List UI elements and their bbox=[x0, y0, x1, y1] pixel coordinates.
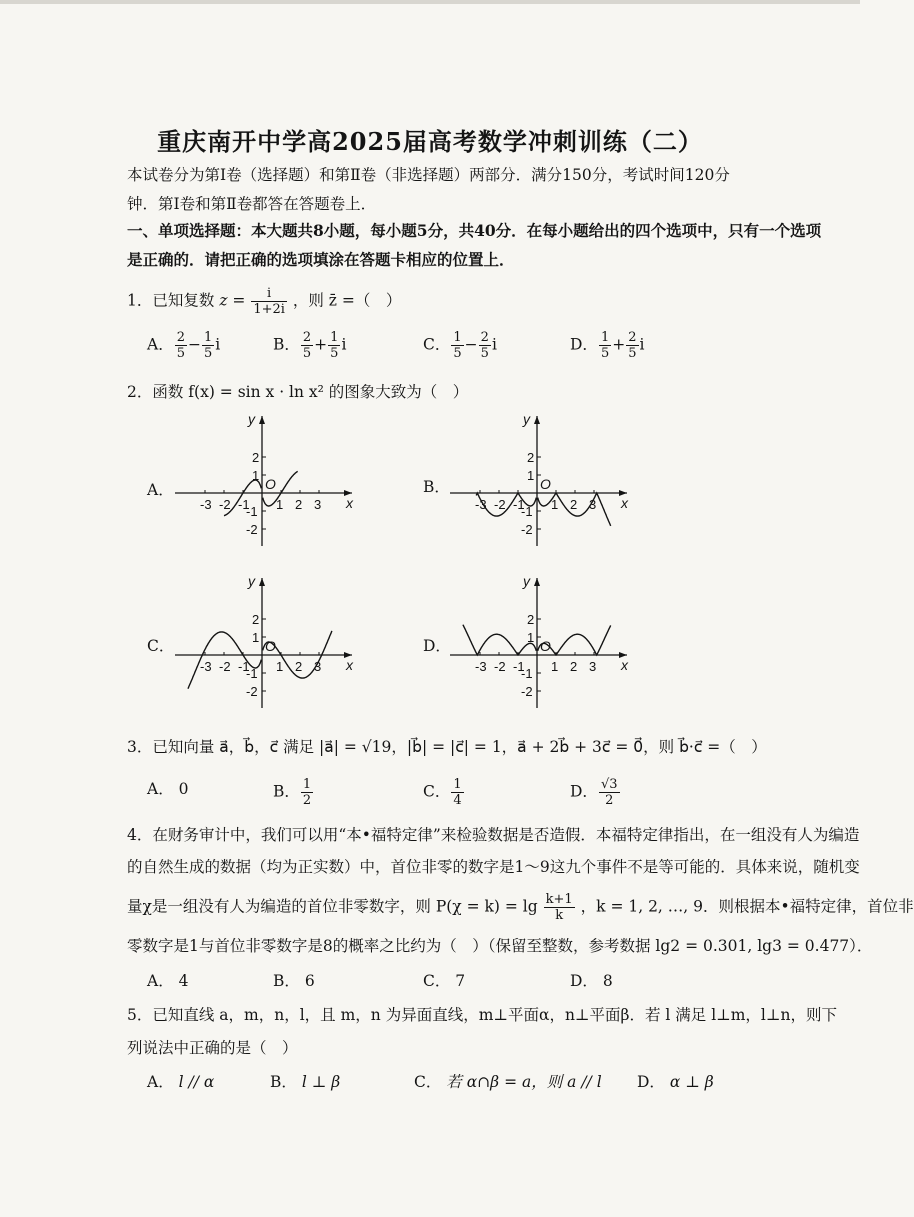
option-value: 8 bbox=[597, 972, 613, 990]
option-label: C． bbox=[414, 1073, 442, 1091]
q1-fraction bbox=[251, 286, 287, 317]
question-2-stem: 2．函数 f(x) = sin x · ln x² 的图象大致为（ ） bbox=[127, 383, 469, 401]
section-heading-line-2: 是正确的．请把正确的选项填涂在答题卡相应的位置上． bbox=[127, 250, 515, 269]
q1-var: z = bbox=[219, 291, 251, 310]
y-tick-label: -2 bbox=[521, 522, 533, 537]
x-tick-label: -1 bbox=[238, 659, 250, 674]
q3-opt-frac-num: √3 bbox=[600, 777, 618, 792]
y-tick-label: 1 bbox=[527, 630, 535, 645]
q3-option-b[interactable] bbox=[273, 777, 314, 808]
x-axis-label: x bbox=[621, 657, 628, 673]
option-label: D． bbox=[570, 972, 598, 990]
q4-den: k bbox=[555, 908, 564, 923]
q4-num: k+1 bbox=[545, 892, 573, 907]
function-graph-svg bbox=[170, 572, 360, 712]
y-tick-label: 2 bbox=[527, 450, 535, 465]
q1-opt-frac-real bbox=[599, 330, 611, 361]
question-4-line-3 bbox=[127, 892, 914, 923]
graph-option-label: D． bbox=[423, 637, 451, 655]
q4-prob-tail: ，k = 1, 2, …, 9．则根据本•福特定律，首位非 bbox=[580, 897, 914, 916]
question-4-line-2: 的自然生成的数据（均为正实数）中，首位非零的数字是1～9这九个事件不是等可能的．具体来说，随机变 bbox=[127, 858, 860, 876]
q1-opt-frac-real-den: 5 bbox=[176, 346, 185, 361]
x-tick-label: 2 bbox=[295, 497, 303, 512]
q4-option-d[interactable] bbox=[570, 969, 613, 991]
q1-opt-frac-real-num: 2 bbox=[302, 330, 312, 345]
q1-opt-frac-real-num: 2 bbox=[176, 330, 185, 345]
graph-option-a[interactable] bbox=[170, 410, 360, 550]
q1-opt-frac-real-den: 5 bbox=[302, 346, 312, 361]
intro-line-1: 本试卷分为第Ⅰ卷（选择题）和第Ⅱ卷（非选择题）两部分．满分150分，考试时间120分 bbox=[127, 166, 730, 184]
q4-fraction bbox=[544, 892, 575, 923]
option-value: l // α bbox=[173, 1073, 215, 1091]
q1-opt-frac-real-den: 5 bbox=[453, 346, 462, 361]
option-value: 7 bbox=[450, 972, 466, 990]
x-tick-label: -1 bbox=[238, 497, 250, 512]
x-tick-label: 1 bbox=[551, 497, 559, 512]
x-axis-label: x bbox=[346, 495, 353, 511]
q4-prob-lead: 量χ是一组没有人为编造的首位非零数字，则 P(χ = k) = lg bbox=[127, 897, 538, 916]
q5-option-d[interactable] bbox=[637, 1070, 714, 1092]
option-value: 若 α∩β = a，则 a // l bbox=[441, 1073, 602, 1091]
graph-option-d[interactable] bbox=[445, 572, 635, 712]
graph-option-b[interactable] bbox=[445, 410, 635, 550]
q1-opt-frac-imag-num: 1 bbox=[330, 330, 339, 345]
y-tick-label: -1 bbox=[246, 666, 258, 681]
y-tick-label: 1 bbox=[252, 468, 260, 483]
x-tick-label: 3 bbox=[314, 497, 322, 512]
option-sign: − bbox=[187, 335, 201, 354]
q1-opt-frac-imag bbox=[202, 330, 214, 361]
option-label: D． bbox=[570, 335, 598, 354]
option-label: D． bbox=[637, 1073, 665, 1091]
intro-line-2: 钟．第Ⅰ卷和第Ⅱ卷都答在答题卷上． bbox=[127, 195, 377, 213]
q1-option-d[interactable] bbox=[570, 330, 644, 361]
function-graph-svg bbox=[445, 410, 635, 550]
graph-option-label: B． bbox=[423, 478, 450, 496]
q1-opt-frac-imag-den: 5 bbox=[480, 346, 489, 361]
x-tick-label: -3 bbox=[475, 659, 487, 674]
option-label: C． bbox=[423, 972, 451, 990]
x-tick-label: -3 bbox=[200, 497, 212, 512]
option-label: B． bbox=[273, 972, 300, 990]
x-tick-label: 3 bbox=[589, 659, 597, 674]
y-tick-label: -1 bbox=[246, 504, 258, 519]
x-tick-label: -2 bbox=[219, 497, 231, 512]
q1-opt-frac-imag-num: 2 bbox=[480, 330, 489, 345]
option-value: 4 bbox=[173, 972, 189, 990]
x-tick-label: -1 bbox=[513, 497, 525, 512]
q1-opt-frac-real bbox=[451, 330, 463, 361]
q1-opt-frac-real-num: 1 bbox=[453, 330, 462, 345]
option-imag-unit: i bbox=[215, 335, 221, 354]
option-label: A． bbox=[147, 335, 174, 354]
y-tick-label: 2 bbox=[527, 612, 535, 627]
q3-opt-frac bbox=[451, 777, 463, 808]
q3-option-d[interactable] bbox=[570, 777, 621, 808]
y-tick-label: 1 bbox=[527, 468, 535, 483]
x-tick-label: 2 bbox=[570, 659, 578, 674]
question-1-stem bbox=[127, 286, 401, 317]
graph-option-label: C． bbox=[147, 637, 175, 655]
q1-lead: 1．已知复数 bbox=[127, 291, 215, 310]
question-5-line-1: 5．已知直线 a，m，n，l，且 m，n 为异面直线，m⊥平面α，n⊥平面β．若 l 满足 l⊥m，l⊥n，则下 bbox=[127, 1006, 837, 1024]
q1-den: 1+2i bbox=[253, 302, 285, 317]
y-tick-label: 1 bbox=[252, 630, 260, 645]
q3-option-c[interactable] bbox=[423, 777, 465, 808]
x-tick-label: -2 bbox=[219, 659, 231, 674]
q3-opt-frac-num: 1 bbox=[302, 777, 312, 792]
scan-edge bbox=[0, 0, 860, 4]
x-tick-label: 2 bbox=[570, 497, 578, 512]
x-tick-label: 3 bbox=[314, 659, 322, 674]
y-tick-label: 2 bbox=[252, 450, 260, 465]
y-axis-label: y bbox=[523, 573, 530, 589]
option-imag-unit: i bbox=[491, 335, 497, 354]
y-tick-label: -2 bbox=[246, 684, 258, 699]
q3-option-a[interactable] bbox=[147, 777, 189, 799]
option-label: B． bbox=[273, 335, 300, 354]
function-graph-svg bbox=[170, 410, 360, 550]
option-value: α ⊥ β bbox=[664, 1073, 714, 1091]
page-title: 重庆南开中学高2025届高考数学冲刺训练（二） bbox=[157, 127, 703, 156]
option-label: A． bbox=[147, 780, 174, 798]
option-sign: + bbox=[612, 335, 626, 354]
option-label: C． bbox=[423, 335, 451, 354]
option-imag-unit: i bbox=[639, 335, 645, 354]
q1-opt-frac-real-num: 1 bbox=[600, 330, 610, 345]
option-label: B． bbox=[273, 782, 300, 801]
option-value: l ⊥ β bbox=[296, 1073, 341, 1091]
y-tick-label: 2 bbox=[252, 612, 260, 627]
y-axis-label: y bbox=[523, 411, 530, 427]
origin-label: O bbox=[265, 638, 276, 654]
q1-option-b[interactable] bbox=[273, 330, 346, 361]
q1-opt-frac-real bbox=[175, 330, 187, 361]
q3-opt-frac bbox=[301, 777, 313, 808]
graph-option-label: A． bbox=[147, 481, 174, 499]
y-axis-label: y bbox=[248, 411, 255, 427]
question-4-line-1: 4．在财务审计中，我们可以用“本•福特定律”来检验数据是否造假．本福特定律指出，在一组没有人为编造 bbox=[127, 826, 860, 844]
x-axis-label: x bbox=[346, 657, 353, 673]
q1-opt-frac-real bbox=[301, 330, 313, 361]
q3-opt-frac bbox=[599, 777, 620, 808]
y-tick-label: -1 bbox=[521, 666, 533, 681]
q1-opt-frac-imag-den: 5 bbox=[628, 346, 637, 361]
q1-num: i bbox=[251, 286, 287, 302]
x-tick-label: -3 bbox=[475, 497, 487, 512]
y-axis-label: y bbox=[248, 573, 255, 589]
option-label: D． bbox=[570, 782, 598, 801]
q1-opt-frac-imag-den: 5 bbox=[203, 346, 213, 361]
q1-opt-frac-imag-den: 5 bbox=[330, 346, 339, 361]
q3-opt-frac-den: 2 bbox=[302, 793, 312, 808]
q5-option-b[interactable] bbox=[270, 1070, 340, 1092]
q4-option-b[interactable] bbox=[273, 969, 315, 991]
q1-opt-frac-imag bbox=[479, 330, 491, 361]
y-tick-label: -2 bbox=[521, 684, 533, 699]
question-4-line-4: 零数字是1与首位非零数字是8的概率之比约为（ ）（保留至整数，参考数据 lg2 = 0.301, lg3 = 0.477）． bbox=[127, 937, 873, 955]
x-tick-label: 1 bbox=[276, 659, 284, 674]
option-value: 6 bbox=[299, 972, 315, 990]
q3-opt-frac-num: 1 bbox=[453, 777, 462, 792]
x-tick-label: -2 bbox=[494, 497, 506, 512]
q1-opt-frac-imag-num: 1 bbox=[203, 330, 213, 345]
q1-opt-frac-imag bbox=[626, 330, 638, 361]
q5-option-a[interactable] bbox=[147, 1070, 214, 1092]
q5-option-c[interactable] bbox=[414, 1070, 602, 1092]
option-imag-unit: i bbox=[341, 335, 347, 354]
q1-option-c[interactable] bbox=[423, 330, 497, 361]
x-tick-label: -2 bbox=[494, 659, 506, 674]
origin-label: O bbox=[265, 476, 276, 492]
x-tick-label: 2 bbox=[295, 659, 303, 674]
x-tick-label: 1 bbox=[551, 659, 559, 674]
q3-opt-frac-den: 2 bbox=[605, 793, 614, 808]
x-tick-label: -1 bbox=[513, 659, 525, 674]
q4-option-a[interactable] bbox=[147, 969, 189, 991]
option-sign: + bbox=[314, 335, 328, 354]
y-tick-label: -2 bbox=[246, 522, 258, 537]
option-label: A． bbox=[147, 972, 174, 990]
q3-opt-frac-den: 4 bbox=[453, 793, 462, 808]
option-label: C． bbox=[423, 782, 451, 801]
x-tick-label: 3 bbox=[589, 497, 597, 512]
question-5-line-2: 列说法中正确的是（ ） bbox=[127, 1039, 298, 1057]
q1-option-a[interactable] bbox=[147, 330, 220, 361]
origin-label: O bbox=[540, 476, 551, 492]
option-value: 0 bbox=[173, 780, 189, 798]
section-heading-line-1: 一、单项选择题：本大题共8小题，每小题5分，共40分．在每小题给出的四个选项中，只有一个选项 bbox=[127, 221, 822, 240]
x-axis-label: x bbox=[621, 495, 628, 511]
option-sign: − bbox=[464, 335, 478, 354]
origin-label: O bbox=[540, 638, 551, 654]
option-label: A． bbox=[147, 1073, 174, 1091]
question-3-stem: 3．已知向量 a⃗，b⃗，c⃗ 满足 |a⃗| = √19，|b⃗| = |c⃗| = 1，a⃗ + 2b⃗ + 3c⃗ = 0⃗，则 b⃗·c⃗ =（ ） bbox=[127, 738, 767, 756]
q1-tail: ，则 z̄ =（ ） bbox=[292, 291, 402, 310]
graph-option-c[interactable] bbox=[170, 572, 360, 712]
q1-opt-frac-real-den: 5 bbox=[600, 346, 610, 361]
y-tick-label: -1 bbox=[521, 504, 533, 519]
q1-opt-frac-imag bbox=[328, 330, 340, 361]
q4-option-c[interactable] bbox=[423, 969, 465, 991]
option-label: B． bbox=[270, 1073, 297, 1091]
x-tick-label: -3 bbox=[200, 659, 212, 674]
x-tick-label: 1 bbox=[276, 497, 284, 512]
q1-opt-frac-imag-num: 2 bbox=[628, 330, 637, 345]
function-graph-svg bbox=[445, 572, 635, 712]
